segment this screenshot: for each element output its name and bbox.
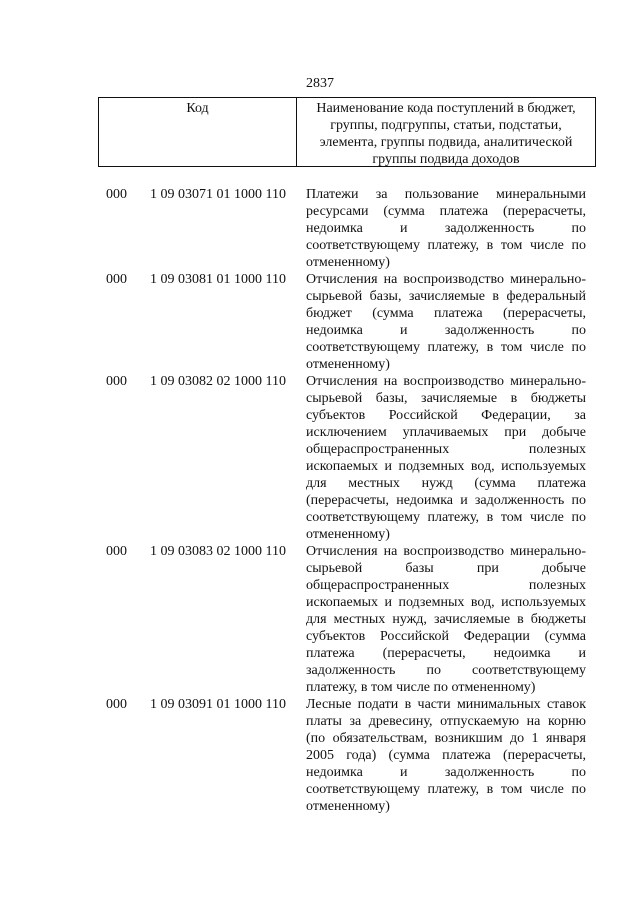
- table-body: [0, 186, 640, 815]
- description-line: ископаемых и подземных вод, используемых: [306, 459, 586, 474]
- admin-code: 000: [106, 544, 127, 559]
- revenue-code: 1 09 03091 01 1000 110: [150, 697, 286, 712]
- description-line: ресурсами (сумма платежа (перерасчеты,: [306, 204, 586, 219]
- description-line: недоимка и задолженность по: [306, 323, 586, 338]
- description-line: для местных нужд (сумма платежа: [306, 476, 586, 491]
- description-line: сырьевой базы при добыче: [306, 561, 586, 576]
- description-line: отмененному): [306, 357, 390, 372]
- description-line: исключением уплачиваемых при добыче: [306, 425, 586, 440]
- description-line: недоимка и задолженность по: [306, 765, 586, 780]
- revenue-description: [306, 543, 586, 696]
- table-header: [98, 97, 596, 167]
- description-line: Отчисления на воспроизводство минерально-: [306, 374, 586, 389]
- table-row: [0, 543, 640, 696]
- admin-code: 000: [106, 697, 127, 712]
- description-line: Отчисления на воспроизводство минерально-: [306, 544, 586, 559]
- description-line: соответствующему платежу, в том числе по: [306, 782, 586, 797]
- description-line: субъектов Российской Федерации, за: [306, 408, 586, 423]
- description-line: (перерасчеты, недоимка и задолженность по: [306, 493, 586, 508]
- description-line: Лесные подати в части минимальных ставок: [306, 697, 586, 712]
- table-row: [0, 186, 640, 271]
- description-line: платежу, в том числе по отмененному): [306, 680, 536, 695]
- code-column-header: Код: [99, 98, 297, 166]
- description-line: соответствующему платежу, в том числе по: [306, 510, 586, 525]
- description-line: отмененному): [306, 799, 390, 814]
- revenue-description: [306, 271, 586, 373]
- description-line: общераспространенных полезных: [306, 578, 586, 593]
- description-line: для местных нужд, зачисляемые в бюджеты: [306, 612, 586, 627]
- description-line: платежа (перерасчеты, недоимка и: [306, 646, 586, 661]
- name-column-header: Наименование кода поступлений в бюджет, группы, подгруппы, статьи, подстатьи, элемента, группы подвида, аналитической группы подвида доходов: [316, 101, 576, 167]
- admin-code: 000: [106, 187, 127, 202]
- description-line: общераспространенных полезных: [306, 442, 586, 457]
- admin-code: 000: [106, 272, 127, 287]
- table-row: [0, 696, 640, 815]
- description-line: соответствующему платежу, в том числе по: [306, 238, 586, 253]
- description-line: (по обязательствам, возникшим до 1 января: [306, 731, 586, 746]
- revenue-description: [306, 373, 586, 543]
- revenue-code: 1 09 03083 02 1000 110: [150, 544, 286, 559]
- description-line: субъектов Российской Федерации (сумма: [306, 629, 586, 644]
- description-line: ископаемых и подземных вод, используемых: [306, 595, 586, 610]
- description-line: бюджет (сумма платежа (перерасчеты,: [306, 306, 586, 321]
- revenue-description: [306, 186, 586, 271]
- revenue-code: 1 09 03081 01 1000 110: [150, 272, 286, 287]
- description-line: 2005 года) (сумма платежа (перерасчеты,: [306, 748, 586, 763]
- table-row: [0, 271, 640, 373]
- revenue-description: [306, 696, 586, 815]
- description-line: недоимка и задолженность по: [306, 221, 586, 236]
- description-line: Платежи за пользование минеральными: [306, 187, 586, 202]
- description-line: отмененному): [306, 527, 390, 542]
- table-row: [0, 373, 640, 543]
- description-line: задолженность по соответствующему: [306, 663, 586, 678]
- description-line: платы за древесину, отпускаемую на корню: [306, 714, 586, 729]
- description-line: сырьевой базы, зачисляемые в федеральный: [306, 289, 586, 304]
- description-line: сырьевой базы, зачисляемые в бюджеты: [306, 391, 586, 406]
- page-number: 2837: [306, 76, 334, 91]
- description-line: соответствующему платежу, в том числе по: [306, 340, 586, 355]
- revenue-code: 1 09 03082 02 1000 110: [150, 374, 286, 389]
- description-line: Отчисления на воспроизводство минерально-: [306, 272, 586, 287]
- description-line: отмененному): [306, 255, 390, 270]
- admin-code: 000: [106, 374, 127, 389]
- revenue-code: 1 09 03071 01 1000 110: [150, 187, 286, 202]
